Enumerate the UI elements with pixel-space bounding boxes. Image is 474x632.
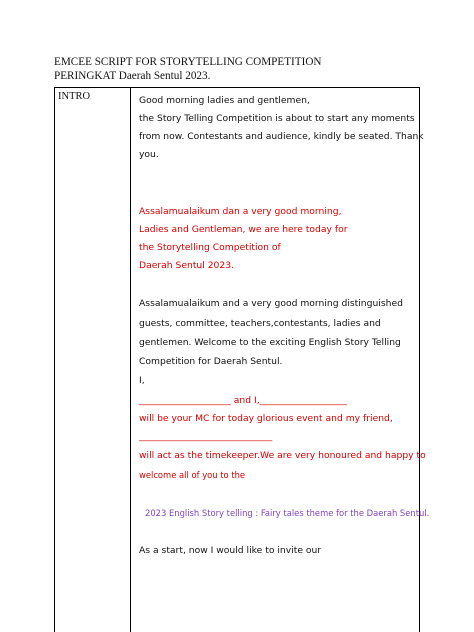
document-title-line-2: PERINGKAT Daerah Sentul 2023. (54, 70, 211, 82)
para3-line-4: Competition for Daerah Sentul. (139, 356, 283, 367)
para1-line-1: Good morning ladies and gentlemen, (139, 95, 310, 106)
para4-line-2: will be your MC for today glorious event and my friend, (139, 413, 393, 424)
para1-line-2: the Story Telling Competition is about to start any moments (139, 113, 415, 124)
para4-line-5: welcome all of you to the (139, 470, 246, 480)
para3-line-3: gentlemen. Welcome to the exciting English Story Telling (139, 337, 401, 348)
para2-line-1: Assalamualaikum dan a very good morning, (139, 206, 342, 217)
document-title-line-1: EMCEE SCRIPT FOR STORYTELLING COMPETITION (54, 56, 322, 68)
column-divider (130, 88, 131, 632)
para4-line-4: will act as the timekeeper.We are very honoured and happy to (139, 450, 426, 461)
para4-blank-names: ____________________ and I,___________________ (139, 395, 347, 406)
script-table (54, 87, 430, 632)
closing-line: As a start, now I would like to invite our (139, 545, 322, 556)
para2-line-4: Daerah Sentul 2023. (139, 260, 235, 271)
para1-line-4: you. (139, 149, 159, 160)
para2-line-3: the Storytelling Competition of (139, 242, 281, 253)
para4-blank-timekeeper: _____________________________ (139, 431, 273, 442)
document-header (54, 55, 321, 83)
para3-line-5: I, (139, 375, 145, 386)
para3-line-1: Assalamualaikum and a very good morning distinguished (139, 298, 403, 309)
intro-label: INTRO (58, 91, 91, 102)
para3-line-2: guests, committee, teachers,contestants, ladies and (139, 318, 381, 329)
theme-line: 2023 English Story telling : Fairy tales theme for the Daerah Sentul. (145, 508, 430, 518)
para2-line-2: Ladies and Gentleman, we are here today for (139, 224, 348, 235)
para1-line-3: from now. Contestants and audience, kindly be seated. Thank (139, 131, 424, 142)
